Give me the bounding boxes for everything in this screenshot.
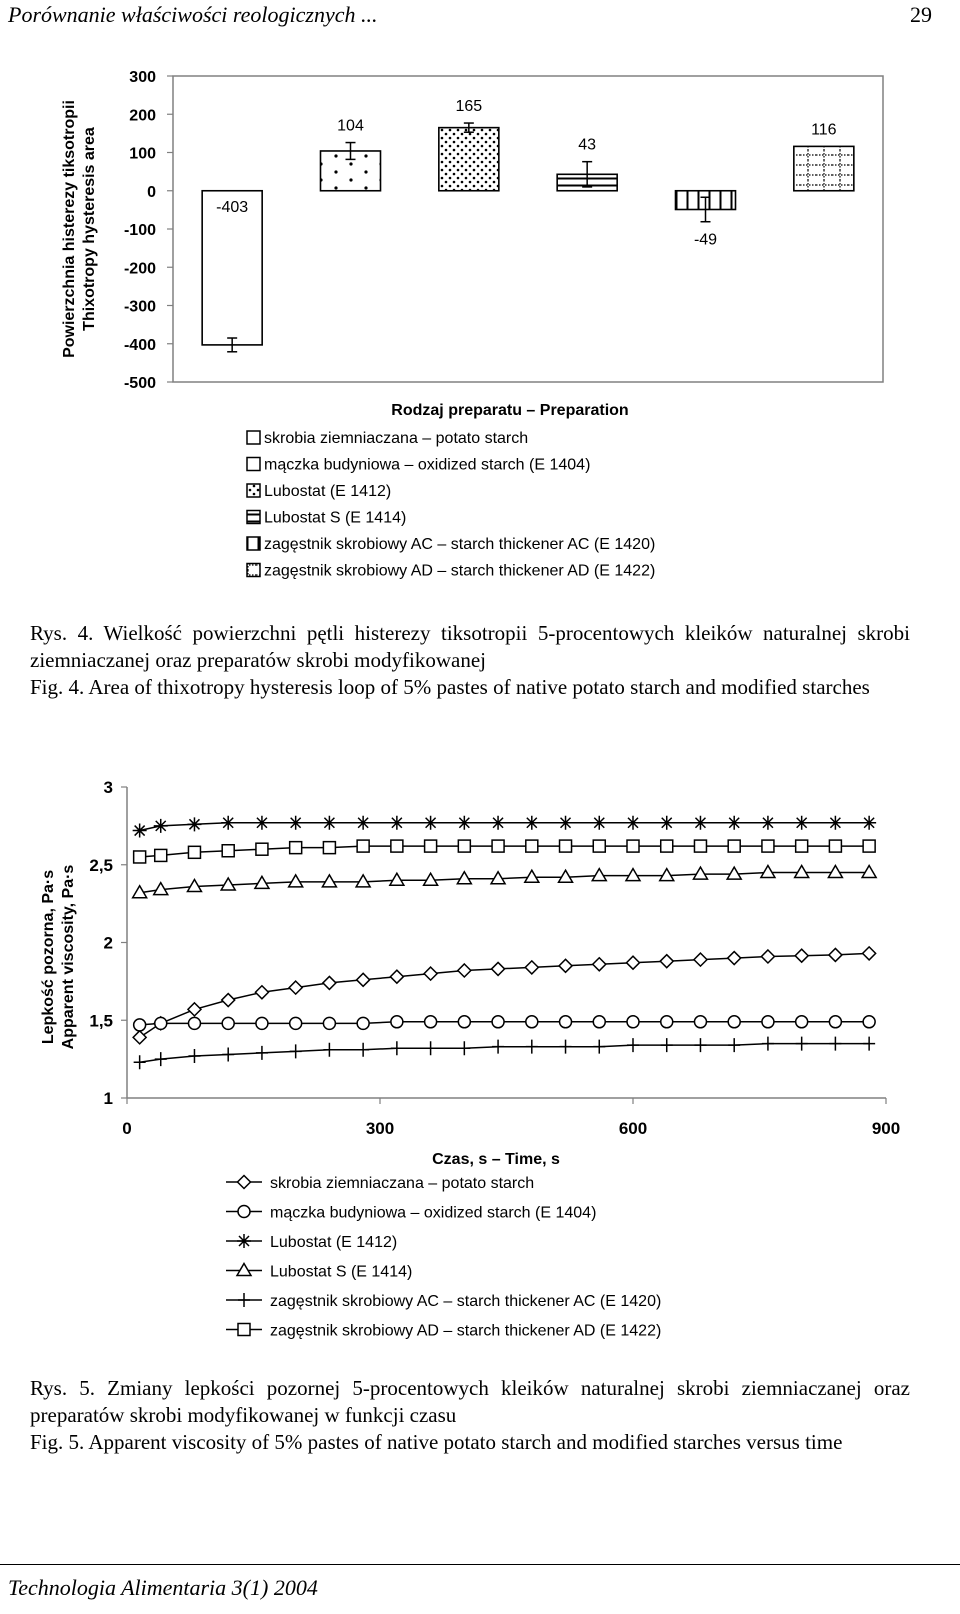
data-point	[829, 840, 841, 852]
legend-entry: zagęstnik skrobiowy AC – starch thickener AC (E 1420)	[264, 536, 656, 553]
data-point	[425, 840, 437, 852]
data-point	[560, 1040, 572, 1054]
data-point	[188, 846, 200, 858]
data-point	[559, 816, 573, 830]
data-point	[255, 816, 269, 830]
series-plus	[134, 1037, 875, 1070]
data-point	[626, 869, 640, 881]
data-point	[188, 1049, 200, 1063]
y-tick-label: 200	[129, 107, 156, 125]
legend-entry	[226, 1293, 661, 1310]
data-point	[222, 994, 235, 1007]
x-axis-label: Czas, s – Time, s	[432, 1151, 560, 1168]
data-point	[829, 948, 842, 961]
data-point	[761, 950, 774, 963]
data-point	[560, 840, 572, 852]
data-point	[592, 869, 606, 881]
data-point	[727, 816, 741, 830]
data-point	[728, 952, 741, 965]
bar-value-label: 43	[578, 136, 597, 154]
data-point	[458, 1016, 470, 1028]
y-tick-label: 2	[103, 933, 113, 953]
data-point	[154, 819, 168, 833]
data-point	[862, 866, 876, 878]
data-point	[492, 840, 504, 852]
y-tick-label: -300	[123, 298, 156, 316]
data-point	[155, 1052, 167, 1066]
data-point	[592, 816, 606, 830]
legend-label: zagęstnik skrobiowy AD – starch thickener AD (E 1422)	[270, 1322, 662, 1340]
data-point	[255, 876, 269, 888]
data-point	[458, 1041, 470, 1055]
data-point	[796, 1037, 808, 1051]
data-point	[492, 1016, 504, 1028]
series-triangle	[133, 866, 876, 898]
y-tick-label: -100	[123, 222, 156, 239]
data-point	[694, 953, 707, 966]
data-point	[289, 875, 303, 887]
data-point	[134, 1019, 146, 1031]
y-axis-label: Lepkość pozorna, Pa·s Apparent viscosity, Pa·s	[40, 864, 77, 1050]
data-point	[863, 1037, 875, 1051]
legend-entry: skrobia ziemniaczana – potato starch	[264, 430, 529, 447]
data-point	[322, 875, 336, 887]
series-circle	[134, 1016, 875, 1031]
x-tick-label: 900	[871, 1119, 901, 1138]
data-point	[357, 840, 369, 852]
series-star	[133, 816, 876, 838]
data-point	[357, 1017, 369, 1029]
data-point	[238, 1176, 251, 1189]
series-line	[140, 823, 869, 831]
data-point	[357, 1043, 369, 1057]
data-point	[458, 840, 470, 852]
data-point	[356, 875, 370, 887]
data-point	[762, 1016, 774, 1028]
y-tick-label: 100	[129, 145, 156, 163]
y-tick-label: -500	[123, 375, 156, 392]
x-tick-label: 0	[122, 1119, 132, 1138]
legend-swatch	[247, 564, 260, 577]
data-point	[829, 1016, 841, 1028]
data-point	[289, 981, 302, 994]
data-point	[458, 964, 471, 977]
data-point	[525, 870, 539, 882]
data-point	[133, 824, 147, 838]
data-point	[492, 1040, 504, 1054]
series-square	[134, 840, 875, 863]
legend-entry: Lubostat S (E 1414)	[264, 509, 407, 527]
page-number: 29	[910, 2, 932, 27]
data-point	[795, 866, 809, 878]
legend-entry	[226, 1323, 661, 1340]
data-point	[322, 816, 336, 830]
data-point	[661, 840, 673, 852]
figure-5-caption-en: Fig. 5. Apparent viscosity of 5% pastes of native potato starch and modified starches versus time	[30, 1430, 843, 1454]
legend-entry	[226, 1234, 397, 1251]
x-axis-label: Rodzaj preparatu – Preparation	[391, 402, 629, 419]
y-tick-label: 1	[103, 1089, 113, 1108]
data-point	[357, 973, 370, 986]
data-point	[829, 1037, 841, 1051]
data-point	[828, 866, 842, 878]
data-point	[761, 816, 775, 830]
data-point	[457, 816, 471, 830]
data-point	[289, 816, 303, 830]
data-point	[727, 867, 741, 879]
running-title: Porównanie właściwości reologicznych ...	[8, 2, 378, 27]
y-tick-label: 2,5	[89, 855, 113, 875]
data-point	[694, 840, 706, 852]
data-point	[425, 1041, 437, 1055]
data-point	[593, 840, 605, 852]
data-point	[593, 1040, 605, 1054]
legend-entry	[226, 1264, 412, 1281]
figure-5-caption-pl: Rys. 5. Zmiany lepkości pozornej 5-procentowych kleików naturalnej skrobi ziemniaczanej oraz preparatów skrobi modyfikowanej w funkcji czasu	[30, 1376, 910, 1427]
data-point	[256, 1046, 268, 1060]
data-point	[238, 1324, 250, 1336]
data-point	[425, 1016, 437, 1028]
data-point	[133, 1031, 146, 1044]
data-point	[560, 1016, 572, 1028]
legend-label: zagęstnik skrobiowy AC – starch thickener AC (E 1420)	[270, 1293, 662, 1310]
data-point	[290, 842, 302, 854]
legend-entry	[226, 1175, 534, 1192]
data-point	[661, 1038, 673, 1052]
data-point	[155, 1017, 167, 1029]
bar-value-label: -403	[216, 199, 249, 217]
data-point	[526, 840, 538, 852]
data-point	[424, 816, 438, 830]
data-point	[761, 866, 775, 878]
legend-swatch	[247, 511, 260, 524]
data-point	[627, 840, 639, 852]
footer-rule	[0, 1564, 960, 1565]
data-point	[863, 1016, 875, 1028]
data-point	[728, 840, 740, 852]
data-point	[221, 878, 235, 890]
data-point	[627, 1038, 639, 1052]
data-point	[222, 1017, 234, 1029]
y-tick-label: 300	[129, 69, 156, 86]
data-point	[390, 816, 404, 830]
bar-value-label: 165	[455, 98, 483, 116]
data-point	[795, 949, 808, 962]
legend-label: skrobia ziemniaczana – potato starch	[270, 1175, 535, 1192]
series-line	[140, 1044, 869, 1063]
y-tick-label: -400	[123, 336, 156, 354]
data-point	[255, 986, 268, 999]
data-point	[187, 817, 201, 831]
bar-value-label: 104	[337, 117, 364, 135]
data-point	[290, 1017, 302, 1029]
data-point	[390, 873, 404, 885]
figure-4-caption-pl: Rys. 4. Wielkość powierzchni pętli histerezy tiksotropii 5-procentowych kleików naturalnej skrobi ziemniaczanej oraz preparatów skrobi modyfikowanej	[30, 621, 910, 672]
series-diamond	[133, 947, 875, 1044]
data-point	[694, 1016, 706, 1028]
bar	[794, 146, 854, 190]
data-point	[323, 1043, 335, 1057]
data-point	[323, 842, 335, 854]
legend-label: mączka budyniowa – oxidized starch (E 1404)	[270, 1204, 597, 1222]
figure-4-caption-en: Fig. 4. Area of thixotropy hysteresis loop of 5% pastes of native potato starch and modified starches	[30, 675, 870, 699]
data-point	[256, 1017, 268, 1029]
data-point	[559, 959, 572, 972]
journal-footer: Technologia Alimentaria 3(1) 2004	[8, 1575, 318, 1600]
data-point	[627, 1016, 639, 1028]
y-tick-label: 0	[147, 183, 156, 201]
data-point	[221, 816, 235, 830]
data-point	[593, 958, 606, 971]
plot-area-frame	[173, 76, 883, 382]
figure-5-line-chart	[0, 760, 960, 1360]
data-point	[188, 1003, 201, 1016]
data-point	[693, 867, 707, 879]
data-point	[390, 970, 403, 983]
data-point	[660, 955, 673, 968]
data-point	[694, 1038, 706, 1052]
data-point	[237, 1234, 251, 1248]
legend-swatch	[247, 458, 260, 471]
x-tick-label: 300	[365, 1119, 395, 1138]
data-point	[762, 1037, 774, 1051]
legend-entry	[226, 1205, 596, 1222]
y-tick-label: -200	[123, 260, 156, 278]
data-point	[222, 1047, 234, 1061]
data-point	[796, 1016, 808, 1028]
data-point	[728, 1016, 740, 1028]
data-point	[627, 956, 640, 969]
legend-entry: mączka budyniowa – oxidized starch (E 1404)	[264, 456, 591, 474]
data-point	[187, 880, 201, 892]
bar-value-label: 116	[811, 121, 837, 139]
series-line	[140, 953, 869, 1037]
data-point	[323, 1017, 335, 1029]
data-point	[796, 840, 808, 852]
data-point	[491, 816, 505, 830]
data-point	[356, 816, 370, 830]
y-tick-label: 3	[103, 778, 113, 797]
data-point	[155, 849, 167, 861]
data-point	[424, 967, 437, 980]
y-axis-label: Powierzchnia histerezy tiksotropii Thixotropy hysteresis area	[61, 100, 98, 358]
data-point	[391, 1016, 403, 1028]
data-point	[238, 1293, 250, 1307]
data-point	[762, 840, 774, 852]
data-point	[237, 1264, 251, 1276]
data-point	[238, 1206, 250, 1218]
data-point	[593, 1016, 605, 1028]
data-point	[256, 843, 268, 855]
data-point	[863, 947, 876, 960]
data-point	[863, 840, 875, 852]
data-point	[828, 816, 842, 830]
data-point	[188, 1017, 200, 1029]
data-point	[134, 851, 146, 863]
legend-entry: Lubostat (E 1412)	[264, 483, 392, 500]
y-tick-label: 1,5	[89, 1011, 113, 1031]
data-point	[290, 1044, 302, 1058]
data-point	[492, 962, 505, 975]
data-point	[526, 1040, 538, 1054]
figure-4-bar-chart	[0, 40, 960, 650]
data-point	[134, 1055, 146, 1069]
data-point	[391, 1041, 403, 1055]
data-point	[424, 873, 438, 885]
data-point	[323, 976, 336, 989]
legend-label: Lubostat (E 1412)	[270, 1234, 398, 1251]
data-point	[525, 961, 538, 974]
legend-entry: zagęstnik skrobiowy AD – starch thickener AD (E 1422)	[264, 562, 656, 580]
legend-swatch	[247, 431, 260, 444]
legend-label: Lubostat S (E 1414)	[270, 1263, 413, 1281]
data-point	[457, 872, 471, 884]
data-point	[693, 816, 707, 830]
bar-value-label: -49	[693, 231, 718, 249]
legend-swatch	[247, 484, 260, 497]
x-tick-label: 600	[618, 1119, 648, 1138]
data-point	[626, 816, 640, 830]
data-point	[795, 816, 809, 830]
data-point	[526, 1016, 538, 1028]
data-point	[660, 816, 674, 830]
data-point	[222, 845, 234, 857]
data-point	[862, 816, 876, 830]
data-point	[391, 840, 403, 852]
legend-swatch	[247, 537, 260, 550]
bar	[439, 128, 499, 191]
data-point	[661, 1016, 673, 1028]
data-point	[728, 1038, 740, 1052]
data-point	[525, 816, 539, 830]
data-point	[559, 870, 573, 882]
